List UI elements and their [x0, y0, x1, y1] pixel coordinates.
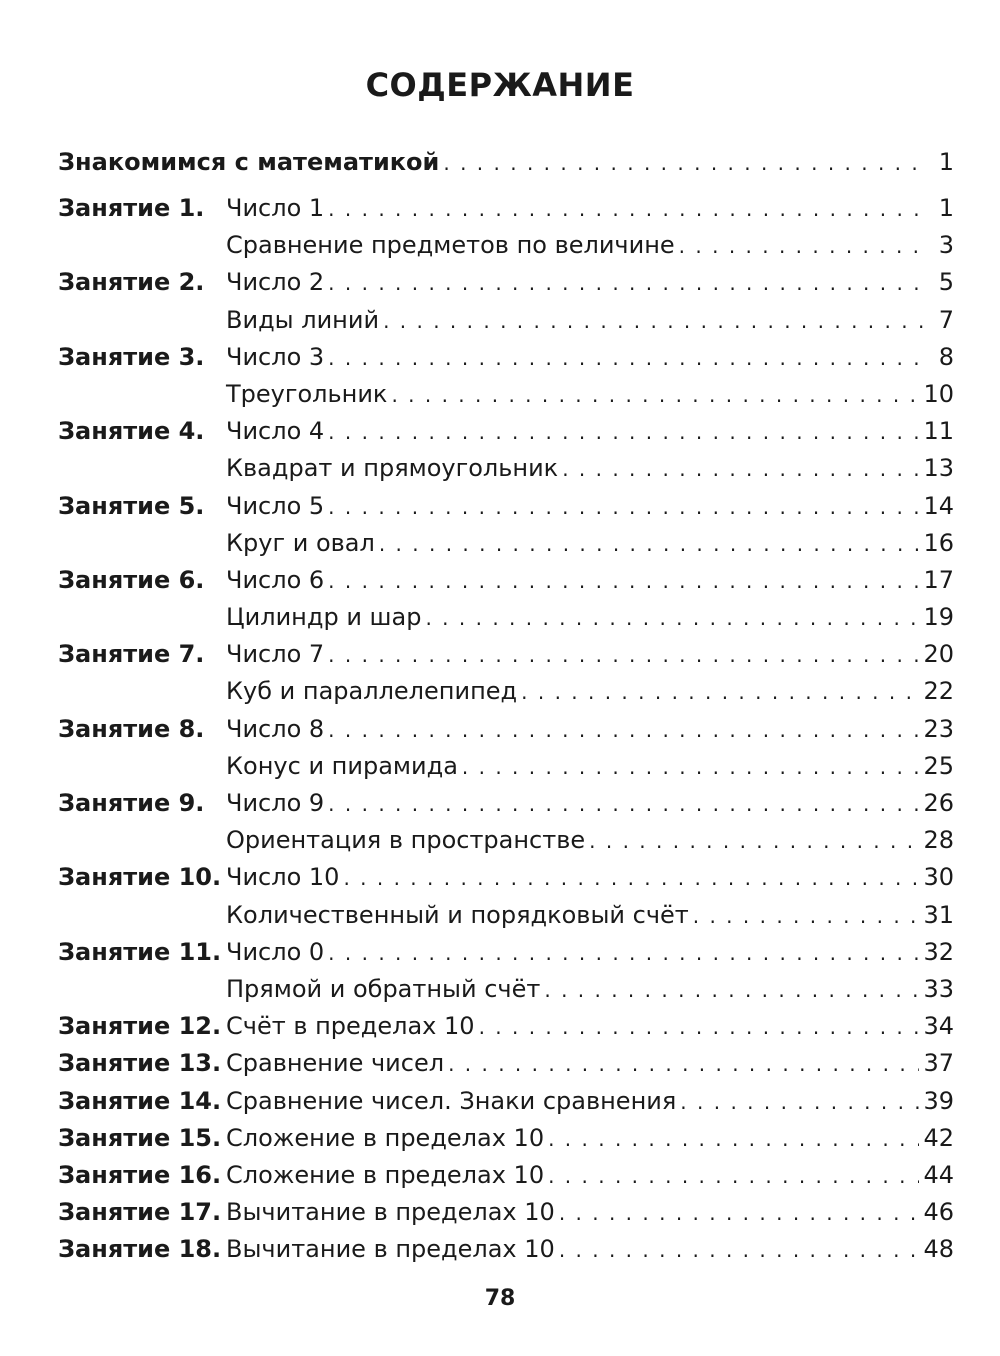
toc-page-number: 11	[923, 417, 954, 446]
toc-page-number: 13	[923, 454, 954, 483]
toc-lesson-label: Занятие 17.	[58, 1198, 222, 1227]
toc-page-number: 28	[923, 826, 954, 855]
toc-entry-row[interactable]	[58, 938, 954, 975]
dot-leader	[328, 718, 919, 742]
toc-entry-row[interactable]	[58, 268, 954, 305]
dot-leader	[562, 457, 919, 481]
toc-topic-title: Число 3	[226, 342, 325, 371]
toc-topic-title: Квадрат и прямоугольник	[226, 454, 559, 483]
toc-page-number: 37	[923, 1049, 954, 1078]
toc-topic-title: Цилиндр и шар	[226, 603, 422, 632]
toc-intro-label: Знакомимся с математикой	[58, 148, 440, 176]
toc-lesson-label: Занятие 1.	[58, 194, 205, 222]
toc-topic-title: Вычитание в пределах 10	[226, 1198, 555, 1227]
toc-page-number: 39	[923, 1086, 954, 1115]
toc-topic-title: Треугольник	[226, 379, 388, 408]
dot-leader	[589, 829, 919, 853]
toc-entry-row[interactable]	[58, 529, 954, 566]
dot-leader	[448, 1052, 919, 1076]
toc-lesson-label: Занятие 4.	[58, 417, 205, 446]
dot-leader	[462, 755, 920, 779]
dot-leader	[328, 495, 919, 519]
toc-topic-title: Прямой и обратный счёт	[226, 974, 541, 1003]
toc-topic-title: Количественный и порядковый счёт	[226, 900, 689, 929]
toc-page-number: 17	[923, 565, 954, 594]
toc-page-number: 10	[923, 379, 954, 408]
dot-leader	[521, 680, 919, 704]
toc-entry-row[interactable]	[58, 1087, 954, 1124]
toc-page-number: 25	[923, 751, 954, 780]
toc-page-number: 7	[938, 305, 954, 334]
toc-page-number: 42	[923, 1123, 954, 1152]
dot-leader	[559, 1238, 920, 1262]
toc-lesson-label: Занятие 2.	[58, 268, 205, 297]
dot-leader	[548, 1164, 919, 1188]
toc-topic-title: Число 8	[226, 714, 325, 743]
toc-topic-title: Сложение в пределах 10	[226, 1123, 545, 1152]
toc-entry-row[interactable]	[58, 603, 954, 640]
toc-entry-row[interactable]	[58, 194, 954, 231]
toc-topic-title: Круг и овал	[226, 528, 375, 557]
dot-leader	[679, 234, 928, 258]
toc-page-number: 3	[938, 231, 954, 260]
toc-entry-row[interactable]	[58, 901, 954, 938]
toc-lesson-label: Занятие 11.	[58, 937, 222, 966]
toc-entry-row[interactable]	[58, 677, 954, 714]
toc-entry-row[interactable]	[58, 492, 954, 529]
toc-entry-row[interactable]	[58, 1049, 954, 1086]
toc-topic-title: Число 1	[226, 194, 325, 222]
toc-lesson-label: Занятие 6.	[58, 565, 205, 594]
dot-leader	[680, 1090, 919, 1114]
toc-page-number: 33	[923, 974, 954, 1003]
dot-leader	[379, 532, 920, 556]
toc-topic-title: Число 5	[226, 491, 325, 520]
toc-lesson-label: Занятие 13.	[58, 1049, 222, 1078]
toc-page-number: 46	[923, 1198, 954, 1227]
toc-topic-title: Сравнение чисел	[226, 1049, 445, 1078]
page-title: СОДЕРЖАНИЕ	[365, 66, 635, 104]
toc-page-number: 5	[938, 268, 954, 297]
toc-entry-row[interactable]	[58, 1124, 954, 1161]
toc-topic-title: Сложение в пределах 10	[226, 1160, 545, 1189]
toc-topic-title: Счёт в пределах 10	[226, 1012, 475, 1041]
toc-entry-row[interactable]	[58, 715, 954, 752]
toc-topic-title: Ориентация в пространстве	[226, 826, 586, 855]
toc-topic-title: Число 9	[226, 789, 325, 817]
toc-lesson-label: Занятие 5.	[58, 491, 205, 520]
toc-entry-row[interactable]	[58, 789, 954, 826]
toc-page-number: 8	[938, 342, 954, 371]
page-number: 78	[484, 1286, 516, 1311]
toc-page-number: 30	[923, 863, 954, 892]
toc-page-number: 16	[923, 528, 954, 557]
toc-page-number: 1	[938, 148, 954, 176]
toc-lesson-label: Занятие 9.	[58, 789, 205, 817]
toc-page-number: 14	[923, 491, 954, 520]
toc-page-number: 32	[923, 937, 954, 966]
toc-topic-title: Число 10	[226, 863, 340, 892]
toc-page-number: 34	[923, 1012, 954, 1041]
dot-leader	[328, 792, 919, 816]
toc-entry-row[interactable]	[58, 826, 954, 863]
toc-entry-row[interactable]	[58, 417, 954, 454]
toc-page-number: 44	[923, 1160, 954, 1189]
toc-entry-row[interactable]	[58, 752, 954, 789]
toc-entry-row[interactable]	[58, 640, 954, 677]
toc-lesson-label: Занятие 18.	[58, 1235, 222, 1264]
dot-leader	[425, 606, 919, 630]
toc-lesson-label: Занятие 15.	[58, 1123, 222, 1152]
toc-page-number: 19	[923, 603, 954, 632]
dot-leader	[383, 309, 928, 333]
dot-leader	[544, 978, 919, 1002]
toc-topic-title: Куб и параллелепипед	[226, 677, 518, 706]
toc-entry-row[interactable]	[58, 1161, 954, 1198]
toc-page-number: 20	[923, 640, 954, 669]
toc-entry-row[interactable]	[58, 1012, 954, 1049]
dot-leader	[328, 420, 919, 444]
toc-intro-row[interactable]	[58, 148, 954, 194]
dot-leader	[328, 346, 928, 370]
toc-entry-row[interactable]	[58, 343, 954, 380]
toc-entry-row[interactable]	[58, 975, 954, 1012]
toc-topic-title: Вычитание в пределах 10	[226, 1235, 555, 1264]
toc-entry-row[interactable]	[58, 566, 954, 603]
dot-leader	[328, 941, 919, 965]
dot-leader	[343, 866, 919, 890]
toc-lesson-label: Занятие 10.	[58, 863, 222, 892]
toc-entry-row[interactable]	[58, 454, 954, 491]
toc-topic-title: Число 2	[226, 268, 325, 297]
toc-lesson-label: Занятие 14.	[58, 1086, 222, 1115]
toc-topic-title: Число 4	[226, 417, 325, 446]
toc-topic-title: Число 7	[226, 640, 325, 669]
toc-topic-title: Виды линий	[226, 305, 380, 334]
toc-entry-row[interactable]	[58, 306, 954, 343]
toc-page-number: 31	[923, 900, 954, 929]
toc-topic-title: Конус и пирамида	[226, 751, 458, 780]
toc-topic-title: Сравнение чисел. Знаки сравнения	[226, 1086, 677, 1115]
toc-lesson-label: Занятие 8.	[58, 714, 205, 743]
toc-page-number: 26	[923, 789, 954, 817]
dot-leader	[391, 383, 919, 407]
dot-leader	[479, 1015, 920, 1039]
dot-leader	[443, 151, 928, 175]
toc-topic-title: Число 0	[226, 937, 325, 966]
toc-entry-row[interactable]	[58, 1235, 954, 1272]
dot-leader	[693, 904, 920, 928]
toc-entry-row[interactable]	[58, 231, 954, 268]
dot-leader	[328, 271, 928, 295]
dot-leader	[328, 643, 919, 667]
toc-page-number: 22	[923, 677, 954, 706]
dot-leader	[328, 569, 919, 593]
toc-page-number: 23	[923, 714, 954, 743]
toc-topic-title: Число 6	[226, 565, 325, 594]
toc-lesson-label: Занятие 3.	[58, 342, 205, 371]
toc-lesson-label: Занятие 12.	[58, 1012, 222, 1041]
toc-entry-row[interactable]	[58, 863, 954, 900]
dot-leader	[559, 1201, 920, 1225]
toc-page-number: 48	[923, 1235, 954, 1264]
toc-lesson-label: Занятие 7.	[58, 640, 205, 669]
dot-leader	[548, 1127, 919, 1151]
dot-leader	[328, 197, 928, 221]
table-of-contents	[58, 148, 954, 1272]
toc-entry-row[interactable]	[58, 380, 954, 417]
toc-topic-title: Сравнение предметов по величине	[226, 231, 675, 260]
toc-entry-row[interactable]	[58, 1198, 954, 1235]
toc-page-number: 1	[938, 194, 954, 222]
toc-lesson-label: Занятие 16.	[58, 1160, 222, 1189]
